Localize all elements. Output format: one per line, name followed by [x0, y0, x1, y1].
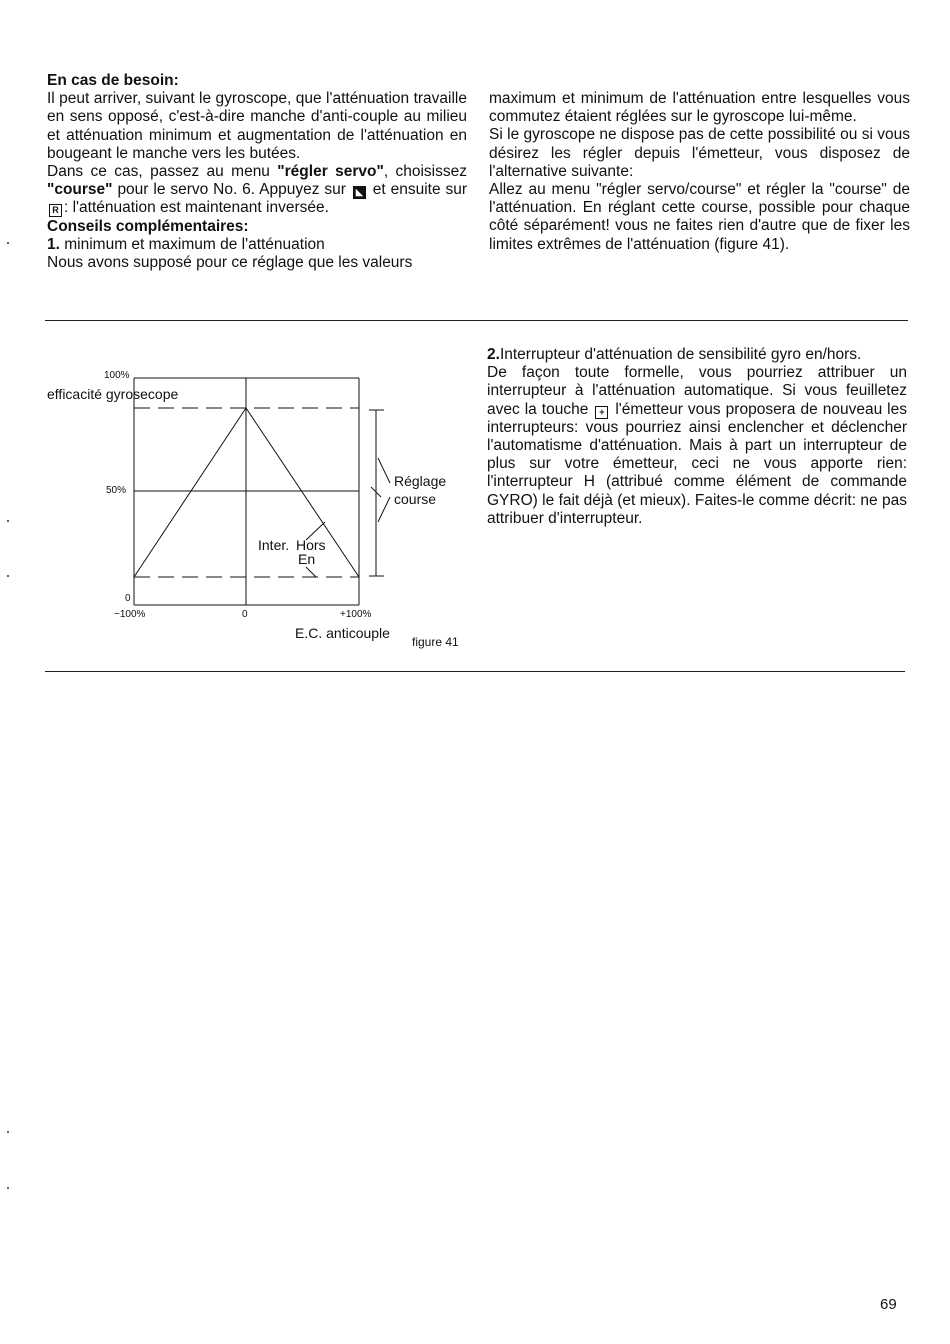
figure-caption: figure 41	[412, 635, 459, 649]
y-top-tick: 100%	[104, 370, 130, 381]
key-icon: ◣	[353, 186, 366, 199]
paragraph: maximum et minimum de l'atténuation entre lesquelles vous commutez étaient réglées sur le gyroscope lui-même.	[489, 90, 910, 126]
range-label-2: course	[394, 491, 437, 507]
paragraph: Il peut arriver, suivant le gyroscope, que l'atténuation travaille en sens opposé, c'est-à-dire manche d'anti-couple au milieu et atténuation minimum et augmentation de l'atténuation en bougeant le manche vers les butées.	[47, 90, 467, 162]
curve-left	[134, 408, 246, 577]
y-mid-tick: 50%	[106, 485, 127, 496]
range-label-1: Réglage	[394, 473, 447, 489]
inter-label: Inter.	[258, 537, 290, 553]
divider	[45, 671, 905, 672]
paragraph: De façon toute formelle, vous pourriez attribuer un interrupteur à l'atténuation automatique. Si vous feuilletez avec la touche + l'émetteur vous proposera de nouveau les interrupteurs: vous pourriez ainsi enclencher et déclencher l'automatisme d'atténuation. Mais à part un interrupteur de plus sur votre émetteur, ceci ne vous apporte rien: l'interrupteur H (attribué comme élément de commande GYRO) le fait déjà (et mieux). Faites-le comme décrit: ne pas attribuer d'interrupteur.	[487, 364, 907, 527]
paragraph: Nous avons supposé pour ce réglage que les valeurs	[47, 254, 413, 272]
hors-label: Hors	[296, 537, 326, 553]
paragraph: Si le gyroscope ne dispose pas de cette possibilité ou si vous désirez les régler depuis l'émetteur, vous disposez de l'alternative suivante:	[489, 126, 910, 180]
scan-speck	[7, 575, 9, 577]
subheading: Conseils complémentaires:	[47, 217, 249, 235]
plus-key-icon: +	[595, 406, 608, 419]
x-axis-label: E.C. anticouple	[295, 625, 390, 641]
en-label: En	[298, 551, 316, 567]
x-right-tick: +100%	[340, 609, 372, 620]
x-left-tick: −100%	[114, 609, 146, 620]
section-title: 2.Interrupteur d'atténuation de sensibilité gyro en/hors.	[487, 346, 862, 363]
scan-speck	[7, 520, 9, 522]
y-zero-tick: 0	[125, 593, 131, 604]
paragraph: Dans ce cas, passez au menu "régler servo", choisissez "course" pour le servo No. 6. Appuyez sur ◣ et ensuite sur R : l'atténuation est maintenant inversée.	[47, 163, 468, 217]
section-heading: En cas de besoin:	[47, 72, 179, 89]
range-brace	[378, 458, 390, 483]
list-item: 1. minimum et maximum de l'atténuation	[47, 235, 325, 253]
key-r-icon: R	[49, 204, 62, 217]
page-number: 69	[880, 1296, 897, 1313]
en-pointer	[306, 567, 316, 577]
scan-speck	[7, 1131, 9, 1133]
x-mid-tick: 0	[242, 609, 248, 620]
y-axis-label: efficacité gyrosecope	[47, 386, 179, 402]
scan-speck	[7, 242, 9, 244]
paragraph: Allez au menu "régler servo/course" et régler la "course" de l'atténuation. En réglant cette course, possible pour chaque côté séparément! vous ne faites rien d'autre que de fixer les limites extrêmes de l'atténuation (figure 41).	[489, 181, 910, 253]
scan-speck	[7, 1187, 9, 1189]
